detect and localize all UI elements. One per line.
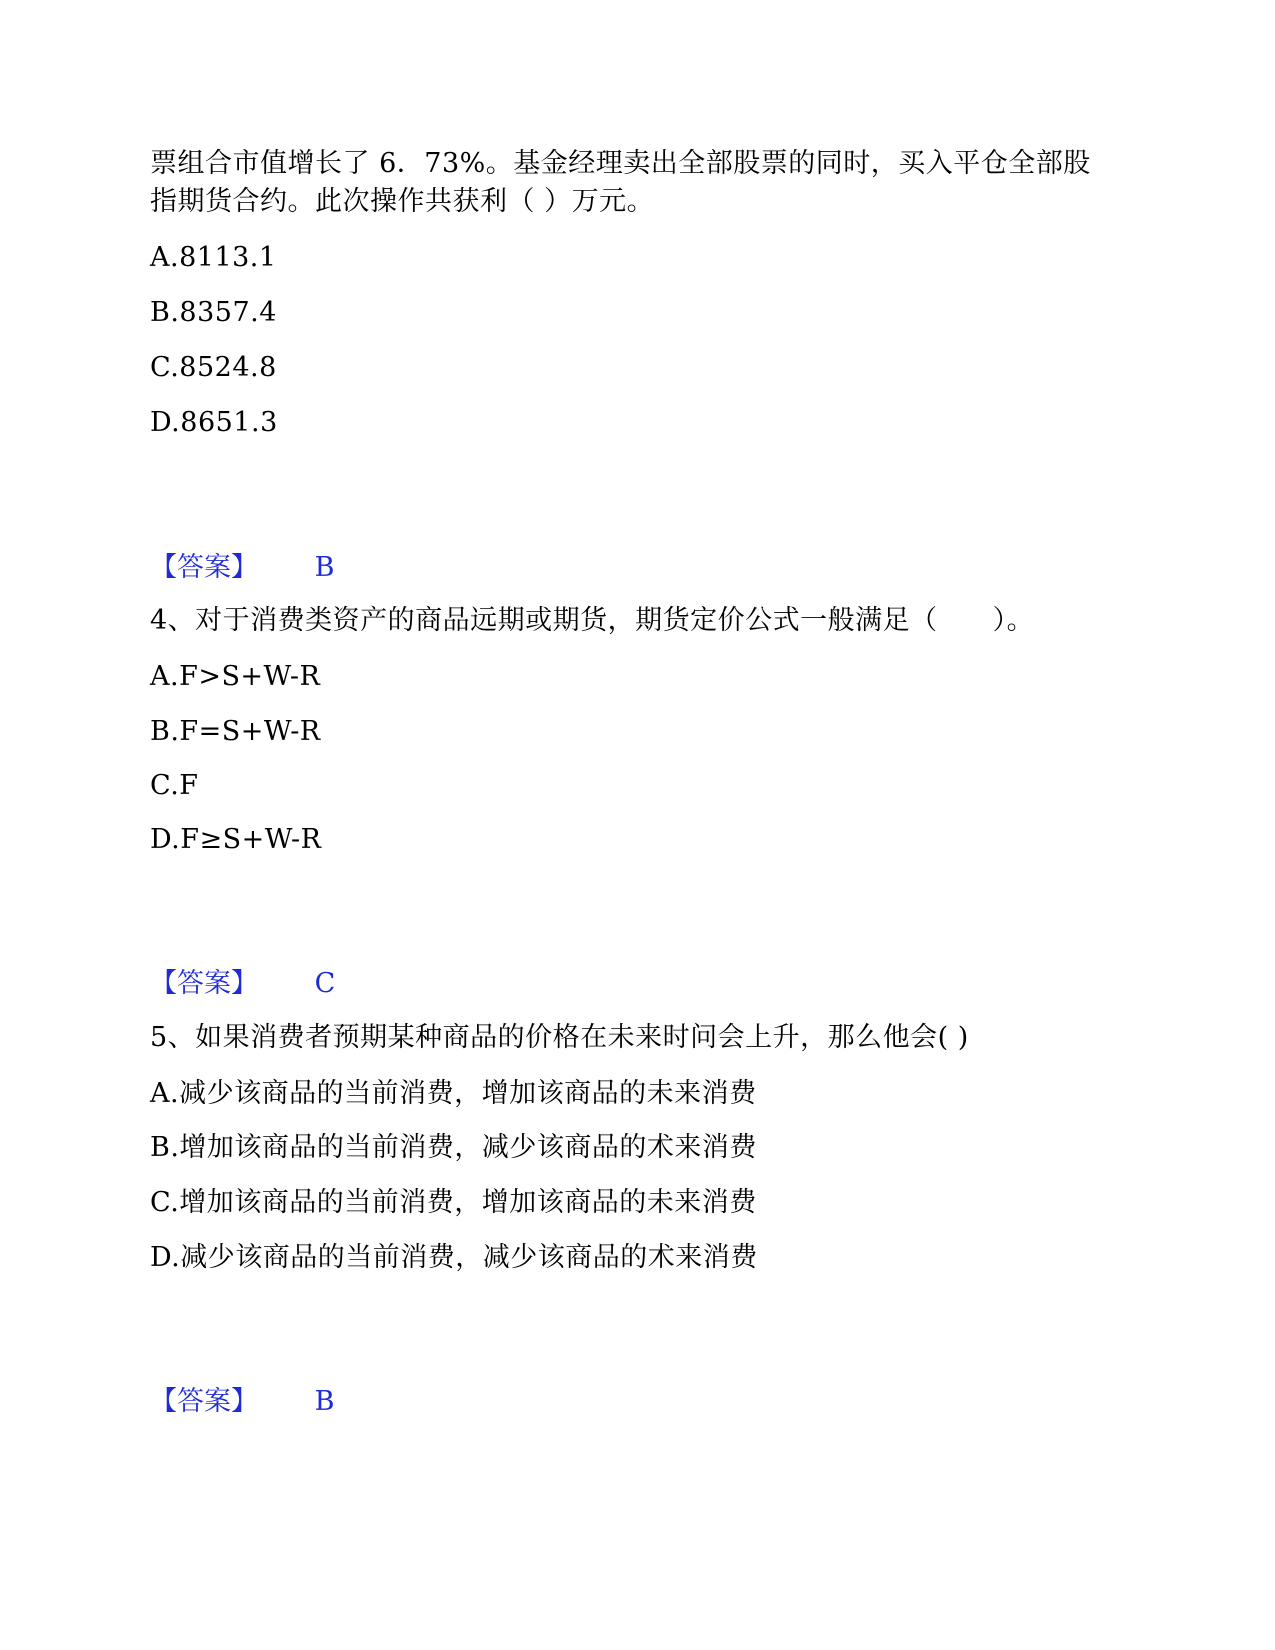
q3-option-c: C.8524.8 <box>150 352 277 383</box>
q4-answer-value: C <box>314 968 336 999</box>
q3-option-d: D.8651.3 <box>150 407 278 438</box>
q3-answer-value: B <box>314 552 335 583</box>
q4-stem: 4、对于消费类资产的商品远期或期货，期货定价公式一般满足（ ）。 <box>150 605 1035 636</box>
q3-answer-label: 【答案】 <box>150 552 258 583</box>
q5-answer <box>150 1384 334 1420</box>
q5-answer-label: 【答案】 <box>150 1386 258 1417</box>
q3-stem-line-2: 指期货合约。此次操作共获利（ ）万元。 <box>150 186 655 217</box>
q5-answer-value: B <box>314 1386 335 1417</box>
q5-stem: 5、如果消费者预期某种商品的价格在未来时问会上升，那么他会( ) <box>150 1022 969 1053</box>
q3-option-a: A.8113.1 <box>150 242 277 273</box>
q3-option-b: B.8357.4 <box>150 297 277 328</box>
q5-option-b: B.增加该商品的当前消费，减少该商品的术来消费 <box>150 1132 757 1163</box>
q4-option-d: D.F≥S+W-R <box>150 824 322 855</box>
q3-stem-line-1: 票组合市值增长了 6．73%。基金经理卖出全部股票的同时，买入平仓全部股 <box>150 148 1091 179</box>
q4-option-b: B.F=S+W-R <box>150 716 321 747</box>
q4-answer <box>150 966 335 1002</box>
q5-option-a: A.减少该商品的当前消费，增加该商品的未来消费 <box>150 1078 757 1109</box>
q5-option-d: D.减少该商品的当前消费，减少该商品的术来消费 <box>150 1242 758 1273</box>
q5-option-c: C.增加该商品的当前消费，增加该商品的未来消费 <box>150 1187 757 1218</box>
q4-answer-label: 【答案】 <box>150 968 258 999</box>
q4-option-a: A.F>S+W-R <box>150 661 321 692</box>
q3-answer <box>150 550 334 586</box>
q4-option-c: C.F <box>150 770 199 801</box>
